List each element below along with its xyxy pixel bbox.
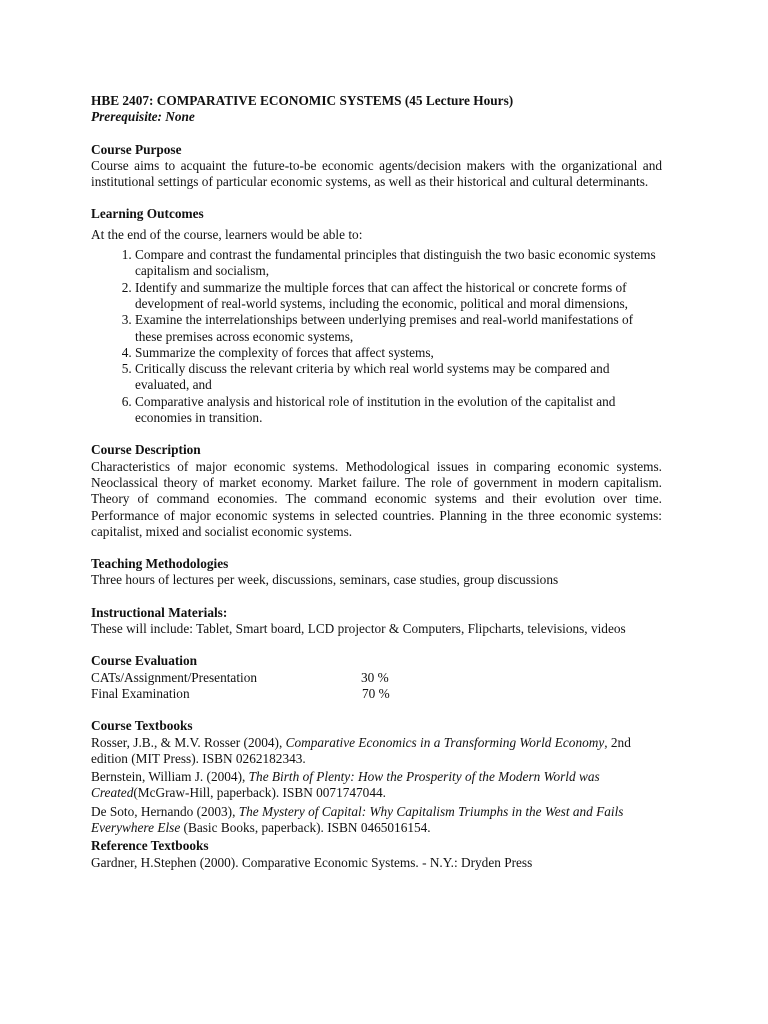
outcomes-heading: Learning Outcomes [91,206,204,222]
textbooks-heading: Course Textbooks [91,718,193,734]
reference-text: Gardner, H.Stephen (2000). Comparative Economic Systems. - N.Y.: Dryden Press [91,854,533,870]
evaluation-value: 30 % [361,669,389,685]
evaluation-heading: Course Evaluation [91,653,198,669]
evaluation-value: 70 % [362,685,390,701]
methodologies-heading: Teaching Methodologies [91,556,229,572]
textbook-details: (McGraw-Hill, paperback). ISBN 0071747044. [133,785,386,801]
textbook-title: The Mystery of Capital: Why Capitalism Triumphs in the West and Fails Everywhere Else [91,803,624,835]
list-item: 6. Comparative analysis and historical role of institution in the evolution of the capitalist and economies in transition. [135,394,662,427]
outcomes-intro: At the end of the course, learners would be able to: [91,226,363,242]
textbook-details: (Basic Books, paperback). ISBN 0465016154. [180,819,431,835]
list-item: 4. Summarize the complexity of forces that affect systems, [135,345,662,361]
textbook-author: Rosser, J.B., & M.V. Rosser (2004), [91,734,286,750]
list-item: 5. Critically discuss the relevant criteria by which real world systems may be compared and evaluated, and [135,361,662,394]
materials-text: These will include: Tablet, Smart board, LCD projector & Computers, Flipcharts, televisions, videos [91,621,626,637]
textbook-details: , 2nd edition (MIT Press). ISBN 0262182343. [91,734,631,766]
methodologies-text: Three hours of lectures per week, discussions, seminars, case studies, group discussions [91,572,559,588]
description-text: Characteristics of major economic systems. Methodological issues in comparing economic systems. Neoclassical theory of market economy. Market failure. The role of government in modern capitalism. Theory of command economies. The command economic systems and their evolution over time. Performance of major economic systems in selected countries. Planning in the three economic systems: capitalist, mixed and socialist economic systems. [91,458,662,539]
evaluation-label: Final Examination [91,685,190,701]
description-heading: Course Description [91,442,201,458]
textbook-entry [91,769,662,802]
outcomes-list [91,247,662,426]
textbook-title: The Birth of Plenty: How the Prosperity of the Modern World was Created [91,769,600,801]
list-item: 2. Identify and summarize the multiple forces that can affect the historical or concrete forms of development of real-world systems, including the economic, political and moral dimensions, [135,280,662,313]
prerequisite: Prerequisite: None [91,109,195,125]
materials-heading: Instructional Materials: [91,604,228,620]
list-item: 1. Compare and contrast the fundamental principles that distinguish the two basic economic systems capitalism and socialism, [135,247,662,280]
purpose-text: Course aims to acquaint the future-to-be economic agents/decision makers with the organizational and institutional settings of particular economic systems, as well as their historical and cultural determinants. [91,157,662,190]
textbook-title: Comparative Economics in a Transforming World Economy [285,734,605,750]
purpose-heading: Course Purpose [91,141,182,157]
textbook-entry [91,735,662,768]
course-title: HBE 2407: COMPARATIVE ECONOMIC SYSTEMS (45 Lecture Hours) [91,93,514,108]
evaluation-label: CATs/Assignment/Presentation [91,669,258,685]
reference-heading: Reference Textbooks [91,838,209,854]
evaluation-row [91,670,662,686]
evaluation-row [91,686,662,702]
textbook-entry [91,804,662,837]
textbook-author: Bernstein, William J. (2004), [91,769,249,785]
list-item: 3. Examine the interrelationships between underlying premises and real-world manifestations of these premises across economic systems, [135,312,662,345]
textbook-author: De Soto, Hernando (2003), [91,803,239,819]
